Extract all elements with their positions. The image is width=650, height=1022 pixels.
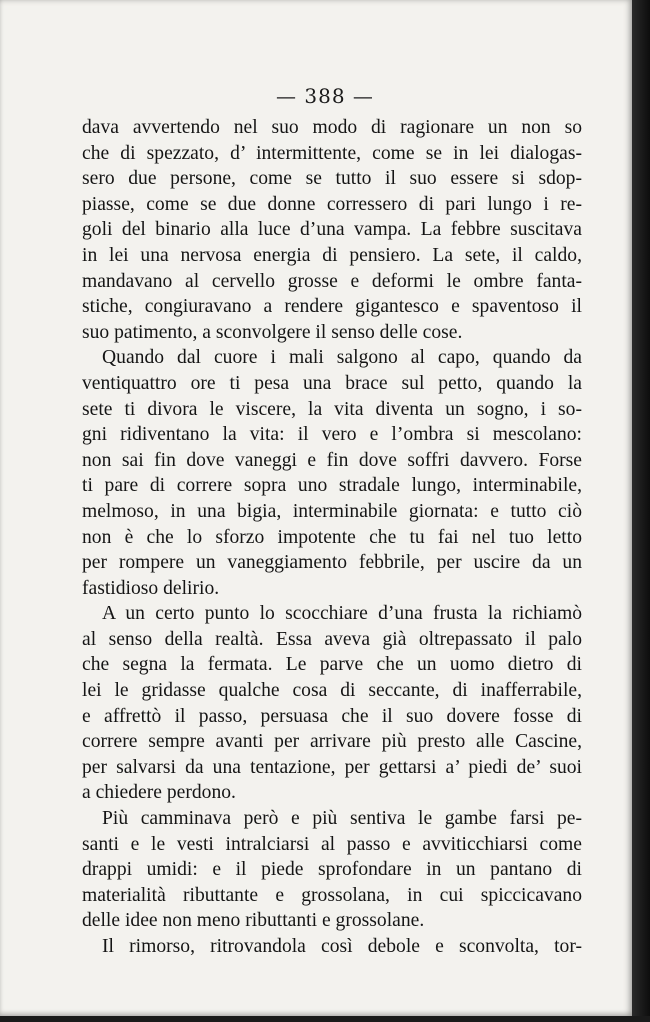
text-line: drappi umidi: e il piede sprofondare in un pantano di <box>82 859 582 881</box>
text-line: per salvarsi da una tentazione, per gettarsi a’ piedi de’ suoi <box>82 756 582 778</box>
text-line: per rompere un vaneggiamento febbrile, per uscire da un <box>82 552 582 574</box>
page-bottom-edge-shadow <box>0 1016 650 1022</box>
text-line: Più camminava però e più sentiva le gambe farsi pe- <box>102 808 582 830</box>
text-line: sete ti divora le viscere, la vita diventa un sogno, i so- <box>82 398 582 420</box>
text-line: in lei una nervosa energia di pensiero. La sete, il caldo, <box>82 244 582 266</box>
text-line: materialità ributtante e grossolana, in cui spiccicavano <box>82 884 582 906</box>
text-line: goli del binario alla luce d’una vampa. La febbre suscitava <box>82 219 582 241</box>
text-line: non è che lo sforzo impotente che tu fai nel tuo letto <box>82 526 582 548</box>
text-line: mandavano al cervello grosse e deformi le ombre fanta- <box>82 270 582 292</box>
text-line: piasse, come se due donne corressero di pari lungo i re- <box>82 193 582 215</box>
text-line: suo patimento, a sconvolgere il senso delle cose. <box>82 321 463 343</box>
text-line: gni ridiventano la vita: il vero e l’ombra si mescolano: <box>82 424 582 446</box>
text-line: correre sempre avanti per arrivare più presto alle Cascine, <box>82 731 582 753</box>
page-right-edge-shadow <box>632 0 650 1022</box>
text-line: e affrettò il passo, persuasa che il suo dovere fosse di <box>82 705 582 727</box>
text-line: sero due persone, come se tutto il suo essere si sdop- <box>82 168 582 190</box>
text-line: stiche, congiuravano a rendere gigantesco e spaventoso il <box>82 296 582 318</box>
text-line: che segna la fermata. Le parve che un uomo dietro di <box>82 654 582 676</box>
text-line: Il rimorso, ritrovandola così debole e sconvolta, tor- <box>102 936 582 957</box>
text-line: non sai fin dove vaneggi e fin dove soffri davvero. Forse <box>82 449 582 471</box>
text-line: Quando dal cuore i mali salgono al capo, quando da <box>102 347 582 369</box>
text-line: delle idee non meno ributtanti e grossolane. <box>82 910 425 932</box>
text-line: santi e le vesti intralciarsi al passo e avviticchiarsi come <box>82 833 582 855</box>
text-line: ventiquattro ore ti pesa una brace sul petto, quando la <box>82 372 582 394</box>
text-line: a chiedere perdono. <box>82 782 236 804</box>
text-line: dava avvertendo nel suo modo di ragionare un non so <box>82 117 582 138</box>
text-line: fastidioso delirio. <box>82 577 220 599</box>
text-line: melmoso, in una bigia, interminabile giornata: e tutto ciò <box>82 500 582 522</box>
text-line: che di spezzato, d’ intermittente, come se in lei dialogas- <box>82 142 582 164</box>
page-number: — 388 — <box>276 84 374 108</box>
body-text <box>82 115 582 960</box>
text-line: ti pare di correre sopra uno stradale lungo, interminabile, <box>82 475 582 497</box>
text-line: A un certo punto lo scocchiare d’una frusta la richiamò <box>102 603 582 625</box>
text-line: al senso della realtà. Essa aveva già oltrepassato il palo <box>82 628 582 650</box>
text-line: lei le gridasse qualche cosa di seccante, di inafferrabile, <box>82 680 582 702</box>
